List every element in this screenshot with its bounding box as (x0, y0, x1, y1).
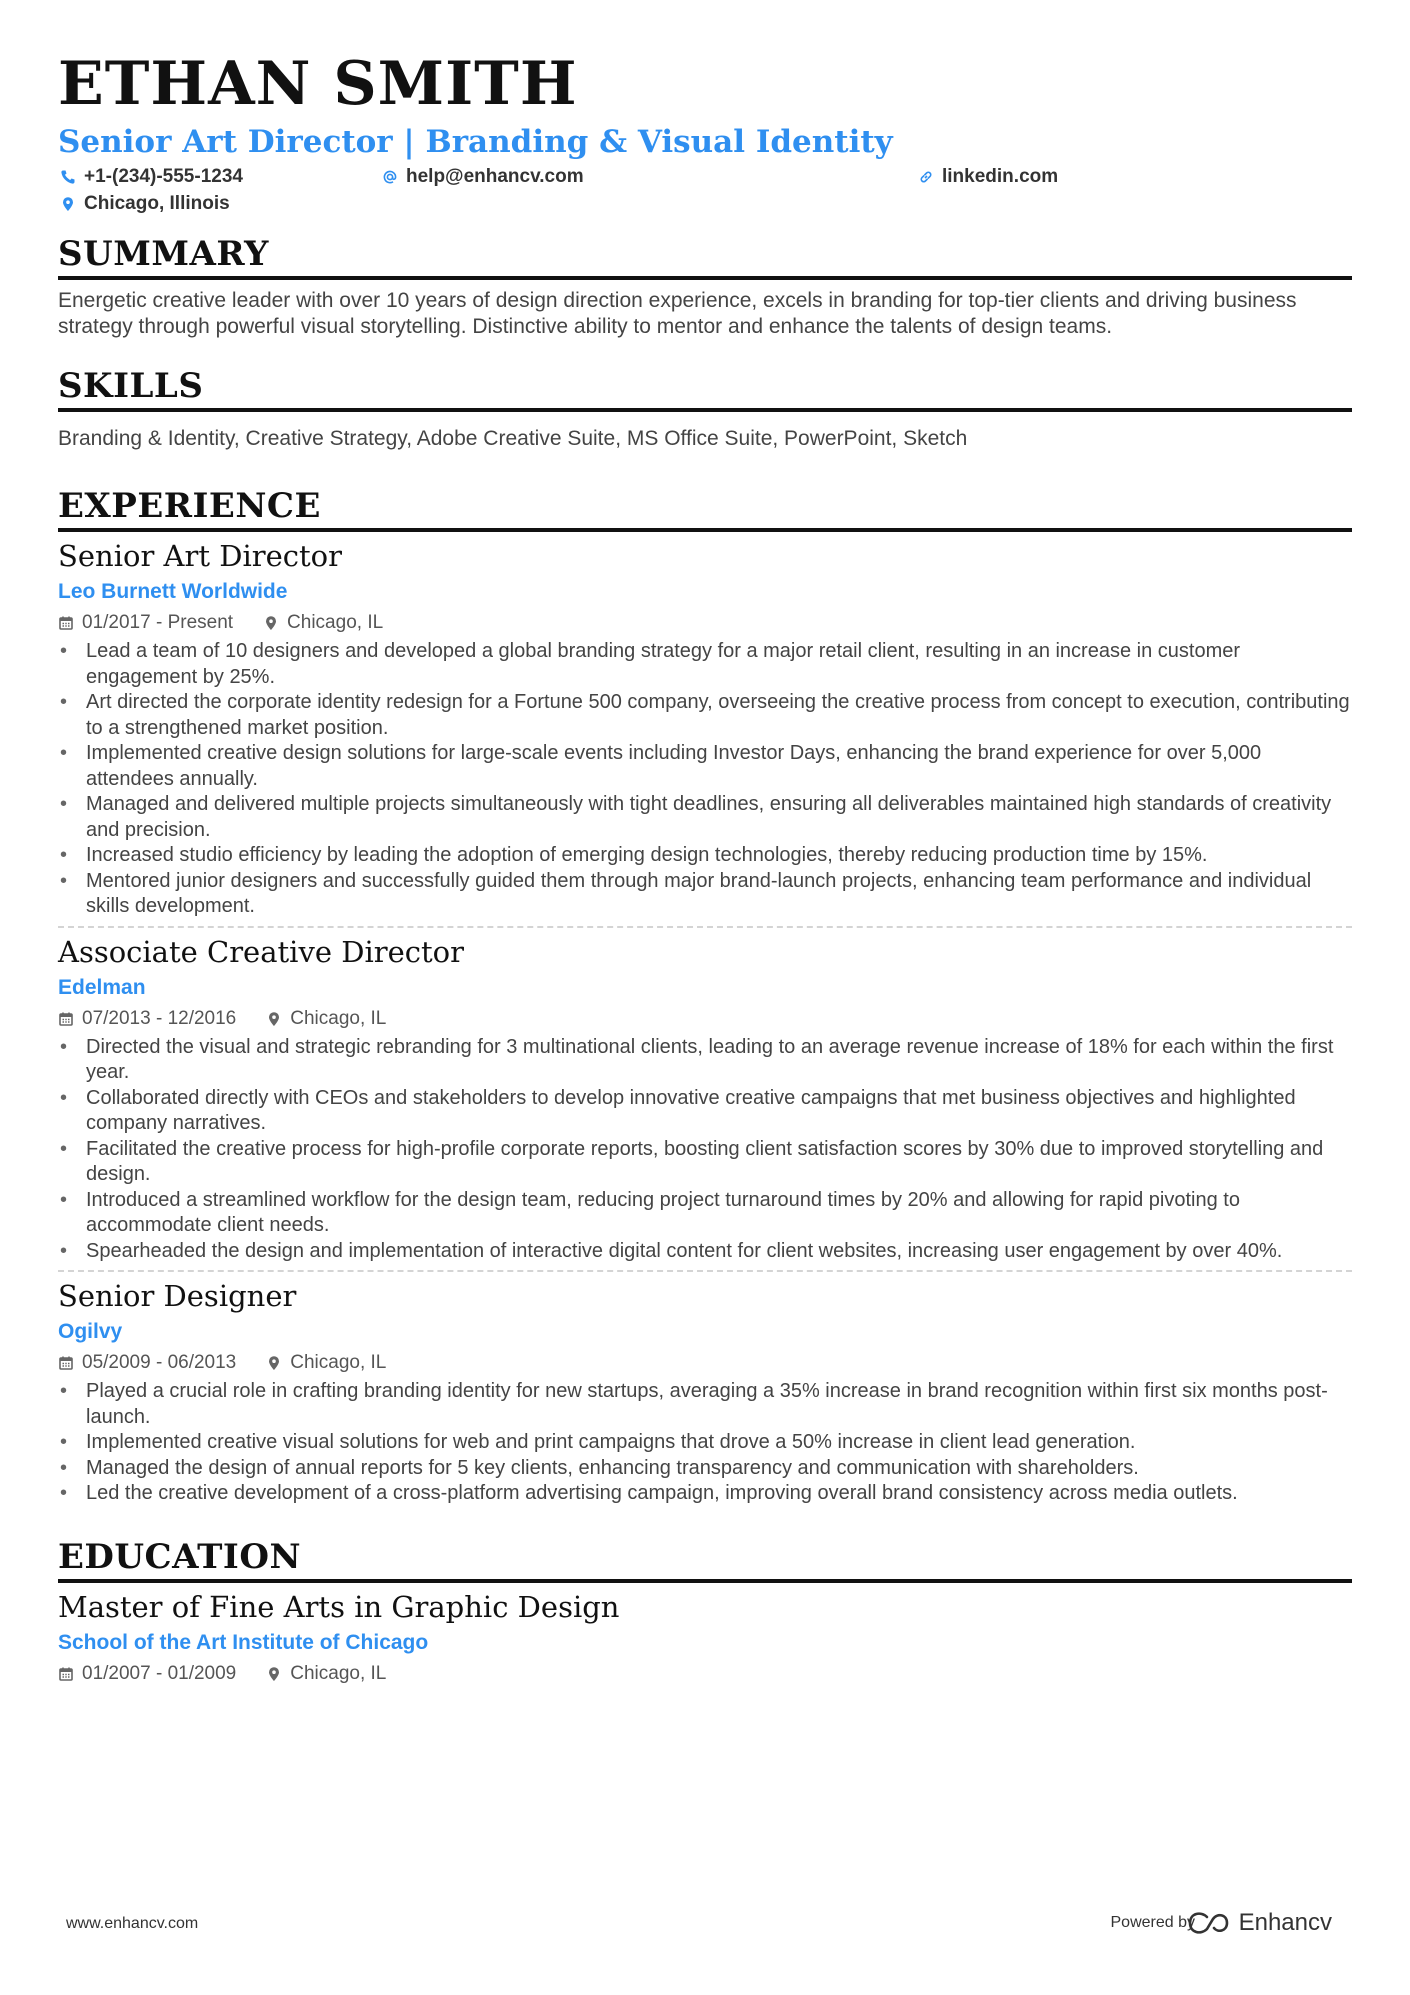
job-bullets (58, 639, 1352, 920)
section-divider (58, 408, 1352, 412)
job-title: Senior Designer (58, 1279, 297, 1313)
bullet-item: • Mentored junior designers and successfully guided them through major brand-launch projects, enhancing team performance and individual skills development. (58, 869, 1352, 920)
bullet-item: • Spearheaded the design and implementation of interactive digital content for client websites, increasing user engagement by over 40%. (58, 1239, 1352, 1265)
candidate-headline: Senior Art Director | Branding & Visual Identity (58, 124, 893, 160)
bullet-item: • Managed and delivered multiple projects simultaneously with tight deadlines, ensuring all deliverables maintained high standards of creativity and precision. (58, 792, 1352, 843)
phone-icon (60, 169, 76, 185)
phone-text: +1-(234)-555-1234 (84, 166, 243, 187)
job-location: Chicago, IL (287, 612, 384, 633)
job-entry (58, 1278, 1352, 1507)
education-location: Chicago, IL (290, 1662, 387, 1684)
job-divider (58, 926, 1352, 928)
experience-heading: EXPERIENCE (58, 486, 321, 526)
bullet-item: • Managed the design of annual reports for 5 key clients, enhancing transparency and communication with shareholders. (58, 1456, 1352, 1482)
job-entry (58, 934, 1352, 1265)
bullet-item: • Introduced a streamlined workflow for the design team, reducing project turnaround times by 20% and allowing for rapid pivoting to accommodate client needs. (58, 1188, 1352, 1239)
contact-location (60, 193, 230, 215)
candidate-name: ETHAN SMITH (58, 49, 578, 119)
job-entry (58, 538, 1352, 920)
footer-website-link[interactable]: www.enhancv.com (66, 1915, 199, 1932)
email-text: help@enhancv.com (406, 166, 584, 187)
degree-title: Master of Fine Arts in Graphic Design (58, 1589, 620, 1624)
experience-section (58, 486, 1352, 1507)
job-divider (58, 1270, 1352, 1272)
calendar-icon (58, 615, 74, 631)
location-text: Chicago, Illinois (84, 193, 230, 214)
skills-text: Branding & Identity, Creative Strategy, Adobe Creative Suite, MS Office Suite, PowerPoint, Sketch (58, 427, 968, 450)
job-title: Senior Art Director (58, 539, 342, 573)
school-name: School of the Art Institute of Chicago (58, 1630, 429, 1654)
location-pin-icon (60, 196, 76, 212)
job-title: Associate Creative Director (58, 934, 464, 969)
enhancv-logo-text: Enhancv (1238, 1909, 1332, 1936)
bullet-item: • Led the creative development of a cross-platform advertising campaign, improving overall brand consistency across media outlets. (58, 1481, 1352, 1507)
location-pin-icon (266, 1666, 282, 1682)
contact-email[interactable] (382, 166, 584, 188)
page-footer (0, 1909, 1410, 1943)
bullet-item: • Implemented creative visual solutions for web and print campaigns that drove a 50% increase in client lead generation. (58, 1430, 1352, 1456)
contact-linkedin[interactable] (918, 166, 1058, 188)
location-pin-icon (266, 1011, 282, 1027)
summary-section (58, 234, 1352, 340)
company-name: Ogilvy (58, 1320, 123, 1343)
company-name: Edelman (58, 975, 146, 999)
location-pin-icon (263, 615, 279, 631)
contact-phone[interactable] (60, 166, 243, 188)
powered-by-label: Powered by (1110, 1914, 1195, 1931)
education-dates: 01/2007 - 01/2009 (82, 1662, 237, 1684)
bullet-item: • Facilitated the creative process for high-profile corporate reports, boosting client satisfaction scores by 30% due to improved storytelling and design. (58, 1137, 1352, 1188)
job-location: Chicago, IL (290, 1352, 387, 1373)
job-meta (58, 1350, 1352, 1376)
enhancv-logo[interactable] (1187, 1909, 1332, 1937)
education-meta (58, 1661, 1352, 1687)
education-section (58, 1537, 1352, 1687)
bullet-item: • Increased studio efficiency by leading the adoption of emerging design technologies, thereby reducing production time by 15%. (58, 843, 1352, 869)
job-dates: 01/2017 - Present (82, 612, 234, 633)
skills-heading: SKILLS (58, 366, 204, 406)
calendar-icon (58, 1011, 74, 1027)
company-name: Leo Burnett Worldwide (58, 580, 288, 603)
education-entry (58, 1589, 1352, 1687)
job-location: Chicago, IL (290, 1007, 387, 1029)
enhancv-logo-icon (1187, 1911, 1231, 1935)
summary-text: Energetic creative leader with over 10 years of design direction experience, excels in branding for top-tier clients and driving business strategy through powerful visual storytelling. Distinctive ability to mentor and enhance the talents of design teams. (58, 289, 1297, 338)
section-divider (58, 528, 1352, 532)
calendar-icon (58, 1355, 74, 1371)
job-dates: 07/2013 - 12/2016 (82, 1007, 237, 1029)
job-meta (58, 1006, 1352, 1032)
bullet-item: • Collaborated directly with CEOs and stakeholders to develop innovative creative campaigns that met business objectives and highlighted company narratives. (58, 1086, 1352, 1137)
education-heading: EDUCATION (58, 1536, 302, 1577)
bullet-item: • Art directed the corporate identity redesign for a Fortune 500 company, overseeing the creative process from concept to execution, contributing to a strengthened market position. (58, 690, 1352, 741)
skills-section (58, 366, 1352, 452)
calendar-icon (58, 1666, 74, 1682)
at-icon (382, 169, 398, 185)
section-divider (58, 276, 1352, 280)
bullet-item: • Played a crucial role in crafting branding identity for new startups, averaging a 35% increase in brand recognition within first six months post-launch. (58, 1379, 1352, 1430)
bullet-item: • Implemented creative design solutions for large-scale events including Investor Days, enhancing the brand experience for over 5,000 attendees annually. (58, 741, 1352, 792)
location-pin-icon (266, 1355, 282, 1371)
bullet-item: • Directed the visual and strategic rebranding for 3 multinational clients, leading to an average revenue increase of 18% for each within the first year. (58, 1035, 1352, 1086)
job-bullets (58, 1379, 1352, 1507)
bullet-item: • Lead a team of 10 designers and developed a global branding strategy for a major retail client, resulting in an increase in customer engagement by 25%. (58, 639, 1352, 690)
job-dates: 05/2009 - 06/2013 (82, 1352, 237, 1373)
contact-info (58, 166, 1352, 222)
linkedin-text: linkedin.com (942, 166, 1059, 187)
job-bullets (58, 1035, 1352, 1265)
summary-heading: SUMMARY (58, 234, 269, 274)
section-divider (58, 1579, 1352, 1583)
job-meta (58, 610, 1352, 636)
link-icon (918, 169, 934, 185)
